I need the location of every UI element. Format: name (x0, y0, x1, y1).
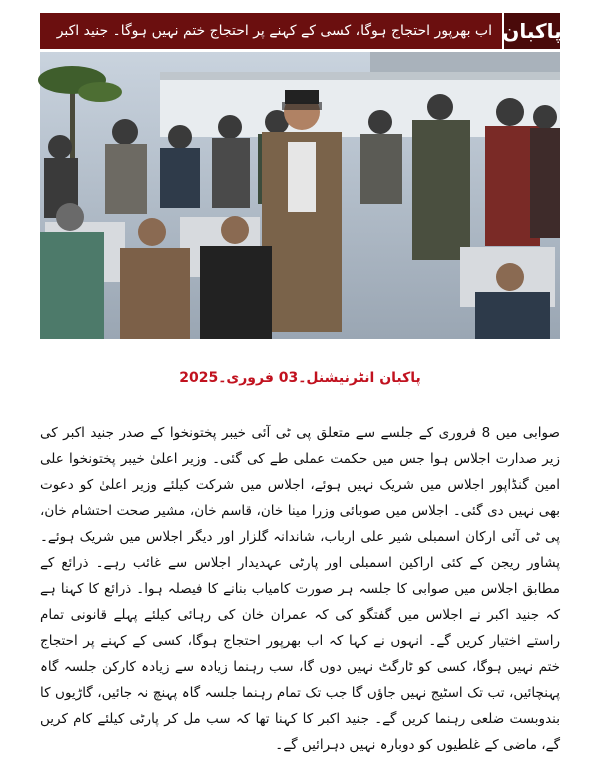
news-header (40, 13, 560, 49)
news-photo-crowd-icon (40, 52, 560, 339)
article-paragraph: صوابی میں 8 فروری کے جلسے سے متعلق پی ٹی آئی خیبر پختونخوا کے صدر جنید اکبر کی زیر صدارت اجلاس ہوا جس میں حکمت عملی طے کی گئی۔ وزیر اعلیٰ خیبر پختونخوا علی امین گنڈاپور اجلاس میں شریک نہیں ہوئے، اجلاس میں شرکت کیلئے وزیر اعلیٰ کو دعوت بھی نہیں دی گئی۔ اجلاس میں صوبائی وزرا مینا خان، قاسم خان، مشیر صحت احتشام خان، پی ٹی آئی ارکان اسمبلی شیر علی ارباب، شاندانہ گلزار اور دیگر اجلاس میں شریک ہوئے۔ پشاور ریجن کے کئی اراکین اسمبلی اور پارٹی عہدیدار اجلاس سے غائب رہے۔ ذرائع کے مطابق اجلاس میں صوابی کا جلسہ ہر صورت کامیاب بنانے کا فیصلہ ہوا۔ ذرائع کا کہنا ہے کہ جنید اکبر نے اجلاس میں گفتگو کی کہ عمران خان کی رہائی کیلئے پہلے قانونی تمام راستے اختیار کریں گے۔ انہوں نے کہا کہ اب بھرپور احتجاج ہوگا، کسی کے کہنے پر احتجاج ختم نہیں ہوگا، کسی کو ٹارگٹ نہیں دوں گا، سب رہنما زیادہ سے زیادہ کارکن جلسہ گاہ پہنچائیں، تب تک اسٹیج نہیں جاؤں گا جب تک تمام رہنما جلسہ گاہ پہنچ نہ جائیں، گاڑیوں کا بندوبست ضلعی رہنما کریں گے۔ جنید اکبر کا کہنا تھا کہ سب مل کر پارٹی کیلئے کام کریں گے، ماضی کے غلطیوں کو دوبارہ نہیں دہرائیں گے۔ (40, 425, 560, 753)
brand-logo: پاکبان (502, 13, 560, 49)
article-body (40, 420, 560, 753)
headline: اب بھرپور احتجاج ہوگا، کسی کے کہنے پر احتجاج ختم نہیں ہوگا۔ جنید اکبر (56, 23, 492, 39)
news-photo (40, 52, 560, 339)
dateline: پاکبان انٹرنیشنل۔03 فروری۔2025 (179, 370, 421, 386)
